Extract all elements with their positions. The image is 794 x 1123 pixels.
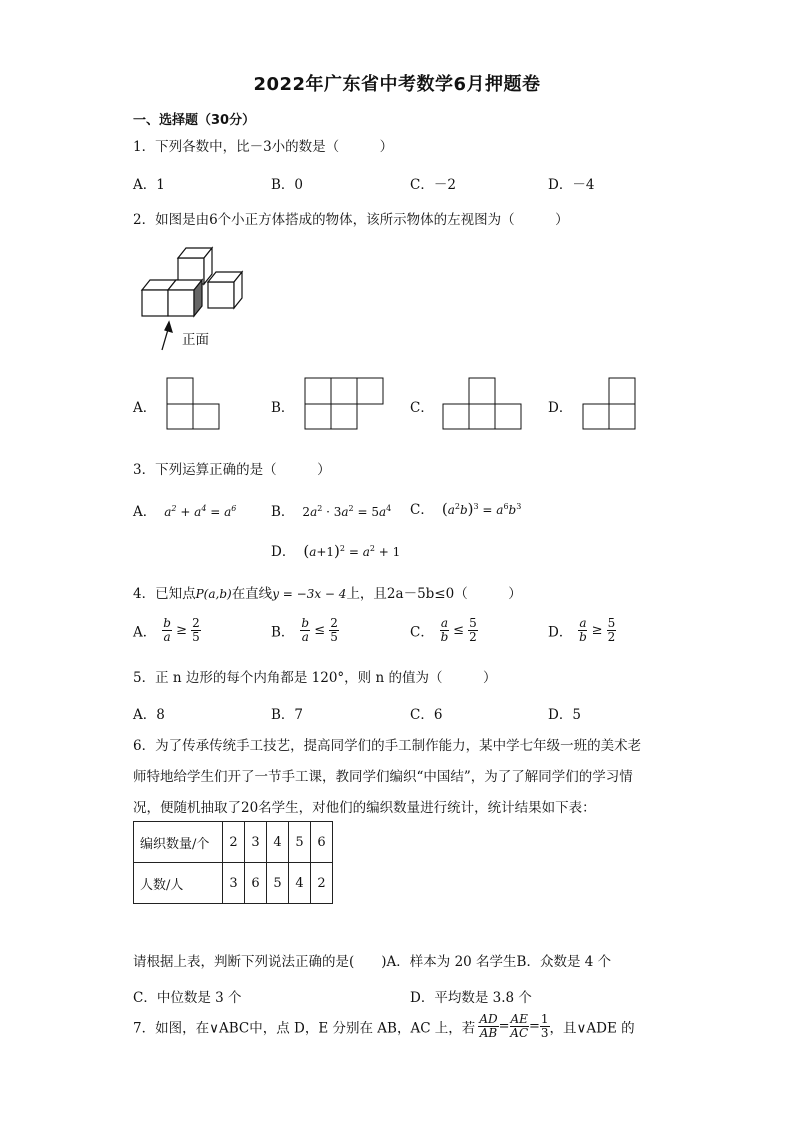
q3-option-b-formula: $2a^2 \cdot 3a^2 = 5a^4$ [302, 504, 392, 519]
question-6-line-1: 6．为了传承传统手工技艺，提高同学们的手工制作能力，某中学七年级一班的美术老 [133, 738, 642, 754]
question-6-prompt: 请根据上表，判断下列说法正确的是( )A．样本为 20 名学生B．众数是 4 个 [133, 954, 612, 970]
q3-option-a-formula: $a^2 + a^4 = a^6$ [164, 504, 237, 519]
q4-option-b-frac-left: $\frac{b}{a}$ [301, 616, 310, 644]
q4-option-b: B． $\frac{b}{a}$ ≤ $\frac{2}{5}$ [271, 616, 338, 644]
q4-option-c-frac-right: $\frac{5}{2}$ [469, 616, 477, 644]
table-cell: 3 [245, 822, 267, 863]
q1-option-d: D．－4 [548, 177, 595, 193]
question-7-stem: 7．如图，在∨ABC中，点 D，E 分别在 AB，AC 上，若 $\frac{AD}{AB}$ = $\frac{AE}{AC}$ = $\frac{1}{3}$ ，且∨ADE 的 [133, 1012, 635, 1040]
table-cell: 4 [289, 863, 311, 904]
q3-option-d-formula: $(a+1)^2 = a^2 + 1$ [303, 542, 401, 560]
q2-option-d-figure [582, 377, 638, 431]
q4-option-a-letter: A． [133, 624, 157, 641]
q2-option-a-figure [166, 377, 222, 431]
table-cell: 2 [223, 822, 245, 863]
q4-option-b-frac-right: $\frac{2}{5}$ [330, 616, 338, 644]
q4-option-b-letter: B． [271, 624, 295, 641]
front-label: 正面 [182, 332, 209, 348]
q3-option-c [410, 498, 521, 518]
q7-frac-ae-ac: $\frac{AE}{AC}$ [510, 1012, 529, 1040]
q7-frac-ad-ab: $\frac{AD}{AB}$ [479, 1012, 498, 1040]
question-3-stem: 3．下列运算正确的是（ ） [133, 462, 331, 478]
q4-option-d-frac-left: $\frac{a}{b}$ [579, 616, 587, 644]
q5-option-a: A．8 [133, 707, 165, 723]
q4-option-c: C． $\frac{a}{b}$ ≤ $\frac{5}{2}$ [410, 616, 477, 644]
q7-stem-post: ，且∨ADE 的 [549, 1020, 635, 1037]
q5-option-b: B．7 [271, 707, 304, 723]
q3-option-d-letter: D． [271, 544, 296, 560]
table-cell: 2 [311, 863, 333, 904]
table-cell: 5 [267, 863, 289, 904]
q2-option-c-figure [442, 377, 524, 431]
question-6-line-2: 师特地给学生们开了一节手工课，教同学们编织“中国结”，为了了解同学们的学习情 [133, 769, 633, 785]
q4-option-d-letter: D． [548, 624, 573, 641]
table-cell: 6 [311, 822, 333, 863]
q4-option-d-frac-right: $\frac{5}{2}$ [607, 616, 616, 644]
question-6-line-3: 况，便随机抽取了20名学生，对他们的编织数量进行统计，统计结果如下表： [133, 800, 596, 816]
q4-option-c-frac-left: $\frac{a}{b}$ [440, 616, 449, 644]
table-cell: 4 [267, 822, 289, 863]
table-cell: 3 [223, 863, 245, 904]
q4-stem-post: 上，且2a－5b≤0（ ） [346, 586, 522, 602]
q1-option-a: A．1 [133, 177, 165, 193]
q6-option-d: D．平均数是 3.8 个 [410, 990, 532, 1006]
q2-option-b-figure [304, 377, 386, 431]
page-title: 2022年广东省中考数学6月押题卷 [253, 74, 541, 95]
q2-option-c: C． [410, 400, 434, 416]
q3-option-a [133, 500, 236, 520]
q4-option-a: A． $\frac{b}{a}$ ≥ $\frac{2}{5}$ [133, 616, 200, 644]
q4-point: P(a,b) [195, 587, 232, 601]
q4-stem-mid: 在直线 [231, 586, 273, 602]
table-cell: 6 [245, 863, 267, 904]
question-2-stem: 2．如图是由6个小正方体搭成的物体，该所示物体的左视图为（ ） [133, 212, 569, 228]
question-5-stem: 5．正 n 边形的每个内角都是 120°，则 n 的值为（ ） [133, 670, 497, 686]
table-row [134, 822, 333, 863]
q1-option-b: B．0 [271, 177, 304, 193]
table-cell: 人数/人 [134, 863, 223, 904]
q2-option-d: D． [548, 400, 573, 416]
q7-frac-one-third: $\frac{1}{3}$ [540, 1012, 549, 1040]
q4-option-d: D． $\frac{a}{b}$ ≥ $\frac{5}{2}$ [548, 616, 616, 644]
q4-option-a-frac-right: $\frac{2}{5}$ [192, 616, 200, 644]
q3-option-d [271, 540, 400, 560]
q3-option-c-letter: C． [410, 502, 434, 518]
q2-option-b: B． [271, 400, 295, 416]
table-row [134, 863, 333, 904]
table-cell: 编织数量/个 [134, 822, 223, 863]
q5-option-d: D．5 [548, 707, 581, 723]
table-cell: 5 [289, 822, 311, 863]
knitting-stats-table [133, 821, 333, 904]
q3-option-b [271, 500, 391, 520]
q7-stem-pre: 7．如图，在∨ABC中，点 D，E 分别在 AB，AC 上，若 [133, 1020, 476, 1037]
q6-option-c: C．中位数是 3 个 [133, 990, 242, 1006]
q4-option-c-letter: C． [410, 624, 434, 641]
q4-stem-pre: 4．已知点 [133, 586, 196, 602]
q3-option-a-letter: A． [133, 504, 157, 520]
question-1-stem: 1．下列各数中，比－3小的数是（ ） [133, 139, 394, 155]
q3-option-c-formula: $(a^2b)^3 = a^6b^3$ [441, 500, 522, 518]
q3-option-b-letter: B． [271, 504, 295, 520]
q4-option-a-frac-left: $\frac{b}{a}$ [163, 616, 171, 644]
q5-option-c: C．6 [410, 707, 443, 723]
question-4-stem [133, 582, 522, 602]
section-heading: 一、选择题（30分） [133, 113, 256, 128]
q2-option-a: A． [133, 400, 157, 416]
q4-line-equation: y = −3x − 4 [272, 587, 347, 601]
q1-option-c: C．－2 [410, 177, 456, 193]
